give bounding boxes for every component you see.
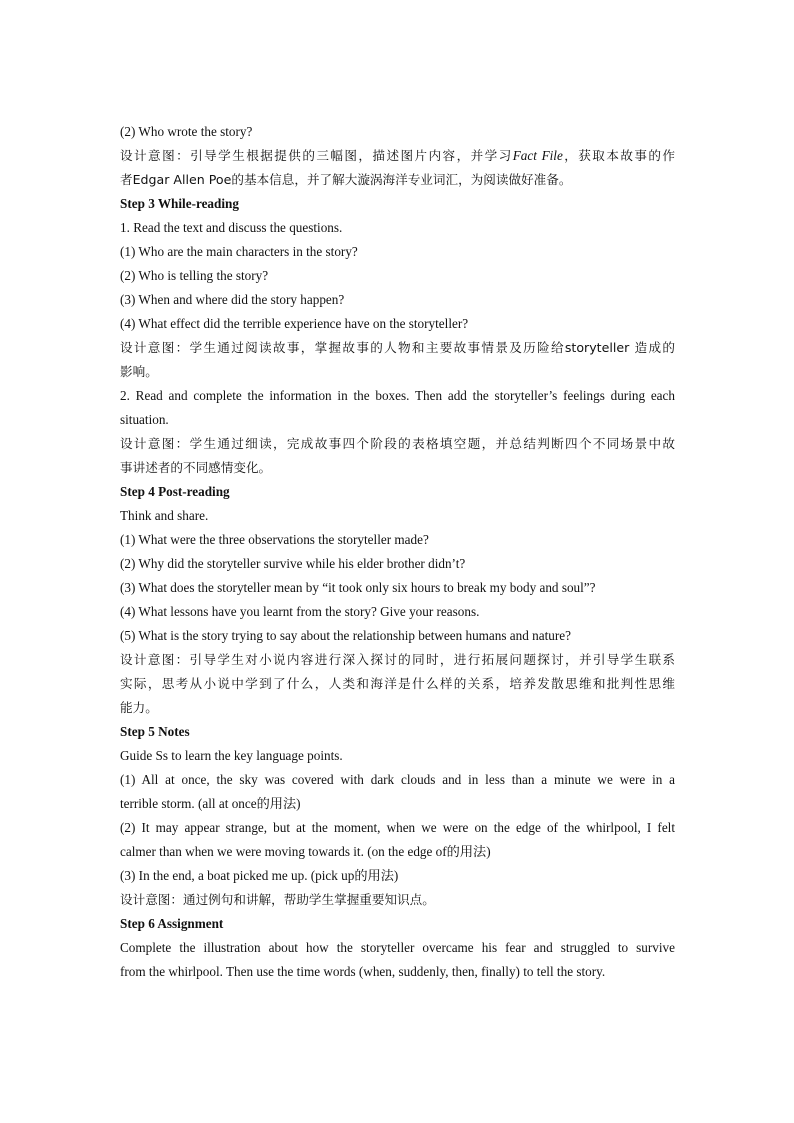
- step3-task-2-line-1: 2. Read and complete the information in the boxes. Then add the storyteller’s feelings during each: [120, 388, 675, 403]
- step4-question-4: (4) What lessons have you learnt from the story? Give your reasons.: [120, 604, 480, 619]
- step6-line-1: Complete the illustration about how the storyteller overcame his fear and struggled to survive: [120, 940, 675, 955]
- design-intent-1-line-1: [120, 144, 675, 168]
- step5-point-1-line-2: terrible storm. (all at once的用法): [120, 796, 301, 811]
- fact-file-term: Fact File: [512, 148, 563, 163]
- step4-question-3: (3) What does the storyteller mean by “it took only six hours to break my body and soul”?: [120, 580, 596, 595]
- document-page: [120, 120, 675, 984]
- step3-heading: Step 3 While-reading: [120, 196, 239, 211]
- step4-intent-line-1: 设计意图：引导学生对小说内容进行深入探讨的同时，进行拓展问题探讨，并引导学生联系: [120, 652, 675, 667]
- step4-intro: Think and share.: [120, 508, 209, 523]
- step3-question-4: (4) What effect did the terrible experience have on the storyteller?: [120, 316, 469, 331]
- question-author: (2) Who wrote the story?: [120, 124, 253, 139]
- step6-heading: Step 6 Assignment: [120, 916, 224, 931]
- step4-question-1: (1) What were the three observations the storyteller made?: [120, 532, 429, 547]
- step3-question-3: (3) When and where did the story happen?: [120, 292, 345, 307]
- step3-intent-1-line-2: 影响。: [120, 364, 158, 379]
- step3-question-1: (1) Who are the main characters in the story?: [120, 244, 358, 259]
- step4-intent-line-3: 能力。: [120, 700, 158, 715]
- step3-intent-1-line-1: 设计意图：学生通过阅读故事，掌握故事的人物和主要故事情景及历险给storyteller 造成的: [120, 340, 675, 355]
- design-intent-1-text-b: ，获取本故事的作: [562, 148, 675, 163]
- step6-line-2: from the whirlpool. Then use the time words (when, suddenly, then, finally) to tell the story.: [120, 964, 606, 979]
- step4-question-5: (5) What is the story trying to say about the relationship between humans and nature?: [120, 628, 571, 643]
- step5-intro: Guide Ss to learn the key language points.: [120, 748, 343, 763]
- step3-task-2-line-2: situation.: [120, 412, 169, 427]
- step4-heading: Step 4 Post-reading: [120, 484, 230, 499]
- step4-intent-line-2: 实际，思考从小说中学到了什么，人类和海洋是什么样的关系，培养发散思维和批判性思维: [120, 676, 675, 691]
- step5-point-2-line-2: calmer than when we were moving towards it. (on the edge of的用法): [120, 844, 491, 859]
- step5-point-1-line-1: (1) All at once, the sky was covered with dark clouds and in less than a minute we were in a: [120, 772, 675, 787]
- design-intent-1-text-a: 设计意图：引导学生根据提供的三幅图，描述图片内容，并学习: [120, 148, 513, 163]
- design-intent-1-line-2: 者Edgar Allen Poe的基本信息，并了解大漩涡海洋专业词汇，为阅读做好准备。: [120, 172, 572, 187]
- step5-intent: 设计意图：通过例句和讲解，帮助学生掌握重要知识点。: [120, 892, 435, 907]
- step3-intent-2-line-2: 事讲述者的不同感情变化。: [120, 460, 272, 475]
- step5-point-2-line-1: (2) It may appear strange, but at the moment, when we were on the edge of the whirlpool, I felt: [120, 820, 675, 835]
- step3-task-1: 1. Read the text and discuss the questions.: [120, 220, 343, 235]
- step5-heading: Step 5 Notes: [120, 724, 190, 739]
- step3-intent-2-line-1: 设计意图：学生通过细读，完成故事四个阶段的表格填空题，并总结判断四个不同场景中故: [120, 436, 675, 451]
- step4-question-2: (2) Why did the storyteller survive while his elder brother didn’t?: [120, 556, 466, 571]
- step5-point-3: (3) In the end, a boat picked me up. (pick up的用法): [120, 868, 399, 883]
- step3-question-2: (2) Who is telling the story?: [120, 268, 269, 283]
